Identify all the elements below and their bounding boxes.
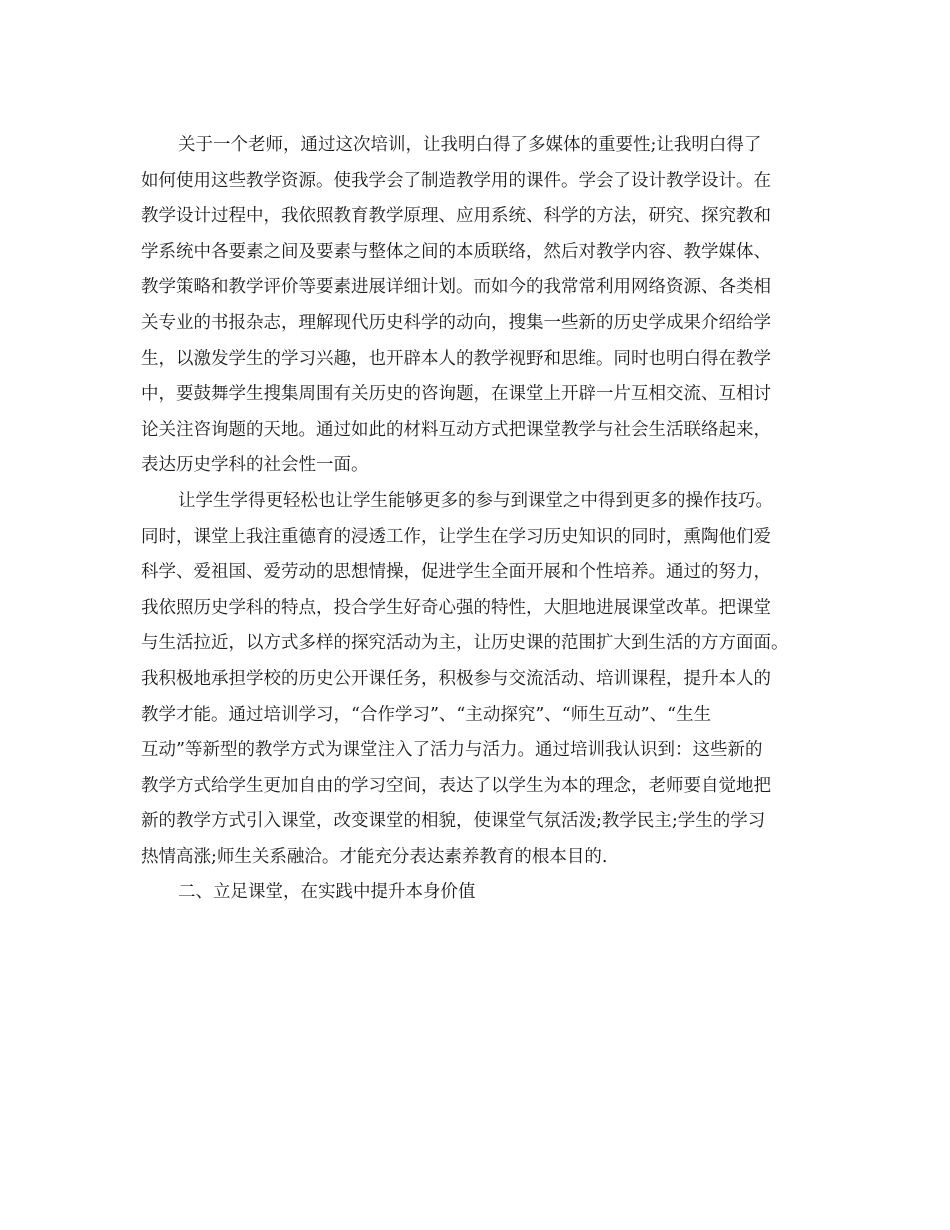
text-line: 让学生学得更轻松也让学生能够更多的参与到课堂之中得到更多的操作技巧。 — [178, 490, 773, 511]
text-line: 同时，课堂上我注重德育的浸透工作，让学生在学习历史知识的同时，熏陶他们爱 — [141, 526, 771, 547]
text-line: 热情高涨;师生关系融洽。才能充分表达素养教育的根本目的. — [141, 846, 608, 867]
text-line: 论关注咨询题的天地。通过如此的材料互动方式把课堂教学与社会生活联络起来， — [141, 419, 771, 440]
text-line: 互动”等新型的教学方式为课堂注入了活力与活力。通过培训我认识到：这些新的 — [141, 740, 763, 761]
text-line: 教学策略和教学评价等要素进展详细计划。而如今的我常常利用网络资源、各类相 — [141, 277, 771, 298]
text-line: 二、立足课堂，在实践中提升本身价值 — [178, 882, 476, 903]
text-line: 教学设计过程中，我依照教育教学原理、应用系统、科学的方法，研究、探究教和 — [141, 206, 771, 227]
text-line: 生，以激发学生的学习兴趣，也开辟本人的教学视野和思维。同时也明白得在教学 — [141, 348, 771, 369]
text-line: 中，要鼓舞学生搜集周围有关历史的咨询题，在课堂上开辟一片互相交流、互相讨 — [141, 384, 771, 405]
text-line: 如何使用这些教学资源。使我学会了制造教学用的课件。学会了设计教学设计。在 — [141, 170, 771, 191]
text-line: 与生活拉近，以方式多样的探究活动为主，让历史课的范围扩大到生活的方方面面。 — [141, 633, 789, 654]
text-line: 表达历史学科的社会性一面。 — [141, 455, 369, 476]
text-line: 关于一个老师，通过这次培训，让我明白得了多媒体的重要性;让我明白得了 — [178, 135, 762, 155]
text-line: 教学才能。通过培训学习，“合作学习”、“主动探究”、“师生互动”、“生生 — [141, 704, 712, 725]
text-line: 科学、爱祖国、爱劳动的思想情操，促进学生全面开展和个性培养。通过的努力， — [141, 562, 771, 583]
text-line: 教学方式给学生更加自由的学习空间，表达了以学生为本的理念，老师要自觉地把 — [141, 775, 771, 796]
text-line: 关专业的书报杂志，理解现代历史科学的动向，搜集一些新的历史学成果介绍给学 — [141, 312, 771, 333]
text-line: 我依照历史学科的特点，投合学生好奇心强的特性，大胆地进展课堂改革。把课堂 — [141, 597, 771, 618]
text-line: 学系统中各要素之间及要素与整体之间的本质联络，然后对教学内容、教学媒体、 — [141, 241, 771, 262]
document-body — [141, 128, 831, 911]
text-line: 我积极地承担学校的历史公开课任务，积极参与交流活动、培训课程，提升本人的 — [141, 668, 771, 689]
text-line: 新的教学方式引入课堂，改变课堂的相貌，使课堂气氛活泼;教学民主;学生的学习 — [141, 811, 766, 832]
